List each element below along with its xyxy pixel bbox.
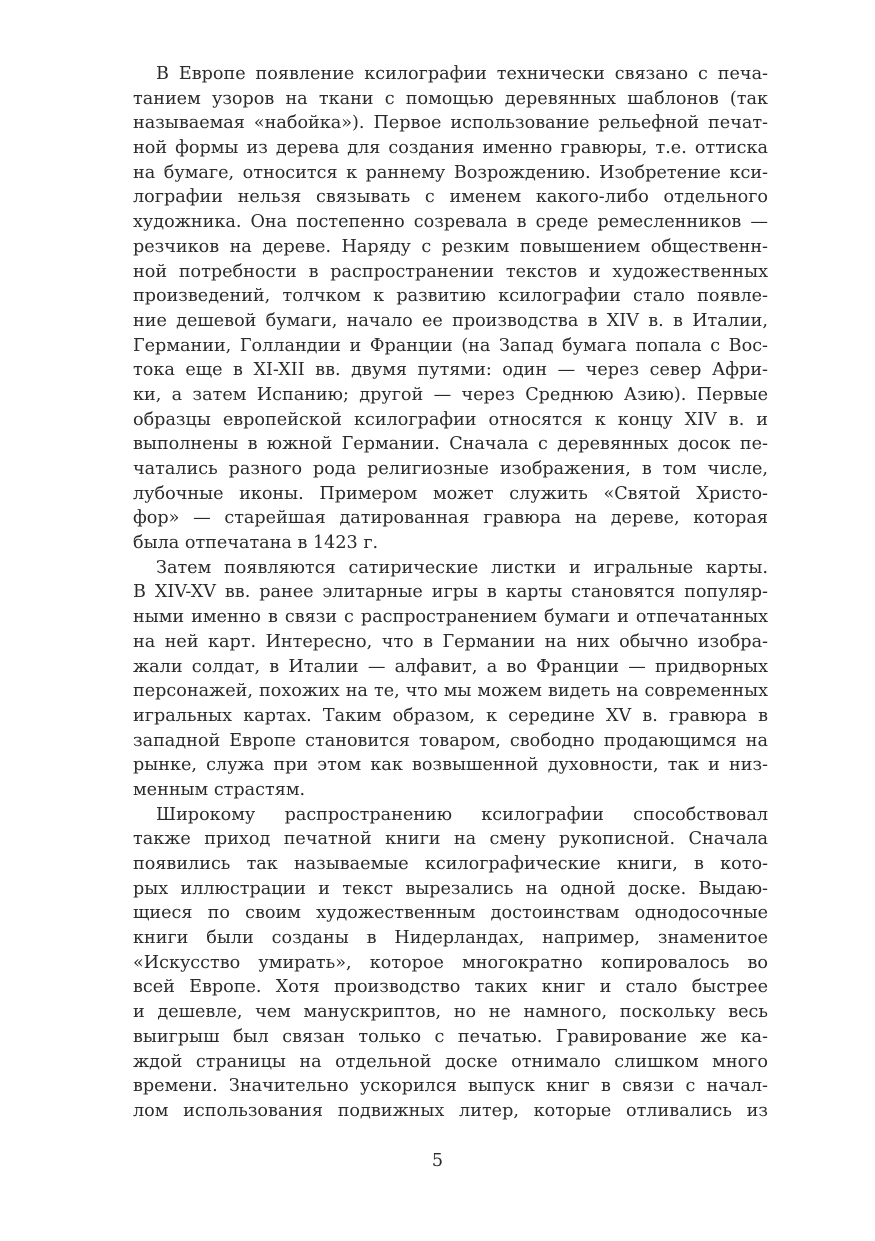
text-line: и дешевле, чем манускриптов, но не намного, поскольку весь [133,1002,768,1023]
text-line: щиеся по своим художественным достоинствам однодосочные [133,903,768,924]
text-line: игральных картах. Таким образом, к середине XV в. гравюра в [133,705,768,726]
text-line: Германии, Голландии и Франции (на Запад бумага попала с Вос- [133,335,768,356]
text-line: рынке, служа при этом как возвышенной духовности, так и низ- [133,755,768,776]
page-number: 5 [431,1151,444,1171]
text-line: называемая «набойка»). Первое использование рельефной печат- [133,113,768,134]
text-line: В XIV-XV вв. ранее элитарные игры в карты становятся популяр- [133,582,768,603]
text-line: образцы европейской ксилографии относятся к концу XIV в. и [133,409,768,430]
text-line: ной потребности в распространении текстов и художественных [133,261,768,282]
text-line: художника. Она постепенно созревала в среде ремесленников — [133,212,768,233]
text-line: танием узоров на ткани с помощью деревянных шаблонов (так [133,88,768,109]
text-line: Затем появляются сатирические листки и игральные карты. [156,557,768,578]
text-line: персонажей, похожих на те, что мы можем видеть на современных [133,681,768,702]
text-line: книги были созданы в Нидерландах, например, знаменитое [133,928,768,949]
text-line: фор» — старейшая датированная гравюра на дереве, которая [133,508,768,529]
text-line: лубочные иконы. Примером может служить «Святой Христо- [133,483,768,504]
text-line: ки, а затем Испанию; другой — через Среднюю Азию). Первые [133,384,768,405]
text-line: произведений, толчком к развитию ксилографии стало появле- [133,286,768,307]
paragraph [110,556,768,803]
text-line: лом использования подвижных литер, которые отливались из [133,1100,768,1121]
text-line: лографии нельзя связывать с именем какого-либо отдельного [133,187,768,208]
text-line: также приход печатной книги на смену рукописной. Сначала [133,829,768,850]
text-line: выигрыш был связан только с печатью. Гравирование же ка- [133,1026,768,1047]
text-line: тока еще в XI-XII вв. двумя путями: один — через север Афри- [133,360,768,381]
text-line: появились так называемые ксилографические книги, в кото- [133,854,768,874]
text-line: на ней карт. Интересно, что в Германии на них обычно изобра- [133,631,768,652]
text-line: рых иллюстрации и текст вырезались на одной доске. Выдаю- [133,878,768,899]
paragraph [110,62,768,556]
text-line: ными именно в связи с распространением бумаги и отпечатанных [133,607,768,628]
paragraph [110,803,768,1124]
text-line: на бумаге, относится к раннему Возрождению. Изобретение кси- [133,162,768,183]
text-line: В Европе появление ксилографии технически связано с печа- [156,64,768,84]
text-line: выполнены в южной Германии. Сначала с деревянных досок пе- [133,434,768,455]
text-line: менным страстям. [133,779,306,800]
text-line: чатались разного рода религиозные изображения, в том числе, [133,459,768,479]
text-line: ждой страницы на отдельной доске отнимало слишком много [133,1051,768,1072]
text-line: жали солдат, в Италии — алфавит, а во Франции — придворных [133,656,768,677]
text-line: Широкому распространению ксилографии способствовал [156,804,768,825]
text-line: времени. Значительно ускорился выпуск книг в связи с начал- [133,1076,768,1097]
text-line: ние дешевой бумаги, начало ее производства в XIV в. в Италии, [133,310,768,331]
text-line: ной формы из дерева для создания именно гравюры, т.е. оттиска [133,138,768,159]
text-line: была отпечатана в 1423 г. [133,533,379,554]
text-line: западной Европе становится товаром, свободно продающимся на [133,730,768,751]
text-line: всей Европе. Хотя производство таких книг и стало быстрее [133,977,768,998]
text-line: «Искусство умирать», которое многократно копировалось во [133,952,768,973]
page-body [110,62,768,1124]
text-line: резчиков на дереве. Наряду с резким повышением общественн- [133,236,768,257]
